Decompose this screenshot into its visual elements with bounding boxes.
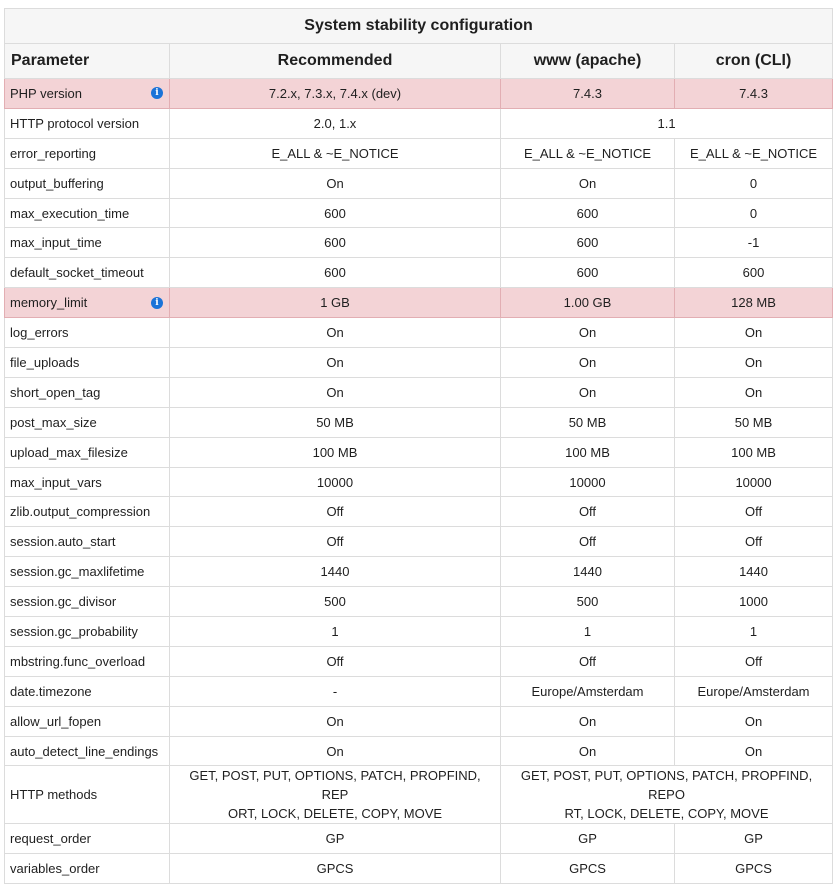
cron-cli-value: 50 MB [675,407,833,437]
cron-cli-value: 100 MB [675,437,833,467]
parameter-cell [5,766,170,824]
table-title: System stability configuration [5,9,833,44]
table-row [5,288,833,318]
parameter-name: error_reporting [10,145,96,161]
www-apache-value: On [501,318,675,348]
www-cron-value: 1.1 [501,108,833,138]
www-apache-value: On [501,377,675,407]
parameter-name: variables_order [10,861,100,877]
table-row [5,467,833,497]
recommended-value: 1 [170,617,501,647]
parameter-cell [5,617,170,647]
table-row [5,168,833,198]
parameter-name: allow_url_fopen [10,713,102,729]
cron-cli-value: 0 [675,168,833,198]
table-row [5,617,833,647]
www-apache-value: 7.4.3 [501,79,675,109]
parameter-cell [5,377,170,407]
cron-cli-value: GPCS [675,854,833,884]
table-row [5,527,833,557]
cron-cli-value: Europe/Amsterdam [675,676,833,706]
table-row [5,258,833,288]
recommended-value: On [170,706,501,736]
recommended-value: 600 [170,258,501,288]
table-row [5,79,833,109]
cron-cli-value: On [675,348,833,378]
cron-cli-value: 10000 [675,467,833,497]
recommended-value: 600 [170,228,501,258]
www-apache-value: 10000 [501,467,675,497]
recommended-value: 10000 [170,467,501,497]
cron-cli-value: E_ALL & ~E_NOTICE [675,138,833,168]
parameter-name: default_socket_timeout [10,265,144,281]
parameter-name: session.auto_start [10,534,116,550]
table-row [5,676,833,706]
table-row [5,138,833,168]
table-row [5,587,833,617]
parameter-cell [5,527,170,557]
parameter-cell [5,587,170,617]
parameter-cell [5,407,170,437]
recommended-value: 1440 [170,557,501,587]
cron-cli-value: 1000 [675,587,833,617]
cron-cli-value: On [675,377,833,407]
recommended-value: 1 GB [170,288,501,318]
parameter-cell [5,168,170,198]
cron-cli-value: 600 [675,258,833,288]
parameter-name: output_buffering [10,175,104,191]
parameter-cell [5,198,170,228]
cron-cli-value: Off [675,527,833,557]
recommended-value: On [170,168,501,198]
recommended-value: On [170,736,501,766]
column-header-parameter: Parameter [5,44,170,79]
parameter-cell [5,138,170,168]
table-row [5,736,833,766]
www-apache-value: 100 MB [501,437,675,467]
www-apache-value: 50 MB [501,407,675,437]
parameter-name: zlib.output_compression [10,504,151,520]
cron-cli-value: 128 MB [675,288,833,318]
recommended-value: 600 [170,198,501,228]
parameter-name: short_open_tag [10,384,101,400]
parameter-cell [5,646,170,676]
table-row [5,198,833,228]
cron-cli-value: -1 [675,228,833,258]
parameter-name: log_errors [10,325,69,341]
parameter-name: session.gc_divisor [10,594,117,610]
www-apache-value: GPCS [501,854,675,884]
recommended-value: GP [170,824,501,854]
cron-cli-value: 1440 [675,557,833,587]
parameter-name: max_input_vars [10,474,102,490]
www-cron-value-line: RT, LOCK, DELETE, COPY, MOVE [564,806,769,822]
parameter-name: memory_limit [10,295,88,311]
table-row [5,706,833,736]
recommended-value-line: GET, POST, PUT, OPTIONS, PATCH, PROPFIND, REP [189,768,481,803]
parameter-cell [5,824,170,854]
www-apache-value: GP [501,824,675,854]
table-row [5,377,833,407]
www-apache-value: On [501,736,675,766]
www-apache-value: On [501,706,675,736]
table-row [5,854,833,884]
parameter-name: request_order [10,831,91,847]
parameter-cell [5,348,170,378]
parameter-name: auto_detect_line_endings [10,743,159,759]
www-apache-value: 1 [501,617,675,647]
table-header-row [5,44,833,79]
www-apache-value: Europe/Amsterdam [501,676,675,706]
www-cron-value [501,766,833,824]
table-row [5,407,833,437]
parameter-cell [5,79,170,109]
parameter-cell [5,736,170,766]
cron-cli-value: On [675,318,833,348]
www-apache-value: 1.00 GB [501,288,675,318]
parameter-cell [5,228,170,258]
parameter-cell [5,706,170,736]
info-icon[interactable]: i [151,297,163,309]
cron-cli-value: On [675,736,833,766]
column-header-www-apache: www (apache) [501,44,675,79]
www-apache-value: 600 [501,198,675,228]
system-stability-table [4,8,833,884]
www-apache-value: Off [501,527,675,557]
recommended-value: E_ALL & ~E_NOTICE [170,138,501,168]
recommended-value [170,766,501,824]
parameter-name: session.gc_probability [10,623,138,639]
recommended-value: GPCS [170,854,501,884]
www-apache-value: Off [501,497,675,527]
parameter-cell [5,557,170,587]
recommended-value: - [170,676,501,706]
parameter-name: PHP version [10,85,83,101]
table-row [5,557,833,587]
parameter-name: max_execution_time [10,205,130,221]
recommended-value: 50 MB [170,407,501,437]
recommended-value: 100 MB [170,437,501,467]
parameter-name: session.gc_maxlifetime [10,564,145,580]
table-row [5,348,833,378]
parameter-cell [5,854,170,884]
parameter-cell [5,288,170,318]
www-apache-value: 500 [501,587,675,617]
parameter-cell [5,676,170,706]
recommended-value: On [170,377,501,407]
table-row [5,824,833,854]
recommended-value: Off [170,527,501,557]
www-apache-value: On [501,348,675,378]
parameter-cell [5,437,170,467]
table-body [5,79,833,884]
www-apache-value: 1440 [501,557,675,587]
parameter-name: date.timezone [10,683,92,699]
table-row [5,497,833,527]
parameter-cell [5,467,170,497]
www-apache-value: On [501,168,675,198]
cron-cli-value: Off [675,497,833,527]
recommended-value: 500 [170,587,501,617]
parameter-cell [5,108,170,138]
parameter-name: post_max_size [10,414,97,430]
parameter-name: HTTP methods [10,787,98,803]
table-row [5,766,833,824]
recommended-value: 2.0, 1.x [170,108,501,138]
recommended-value-line: ORT, LOCK, DELETE, COPY, MOVE [227,806,443,822]
parameter-cell [5,258,170,288]
cron-cli-value: On [675,706,833,736]
www-apache-value: 600 [501,258,675,288]
column-header-cron-cli: cron (CLI) [675,44,833,79]
parameter-name: file_uploads [10,354,80,370]
table-row [5,108,833,138]
table-row [5,318,833,348]
table-row [5,228,833,258]
cron-cli-value: Off [675,646,833,676]
recommended-value: 7.2.x, 7.3.x, 7.4.x (dev) [170,79,501,109]
parameter-cell [5,318,170,348]
cron-cli-value: 7.4.3 [675,79,833,109]
table-title-row [5,9,833,44]
parameter-name: max_input_time [10,235,102,251]
table-row [5,437,833,467]
cron-cli-value: GP [675,824,833,854]
parameter-name: upload_max_filesize [10,444,128,460]
parameter-cell [5,497,170,527]
info-icon[interactable]: i [151,87,163,99]
cron-cli-value: 0 [675,198,833,228]
www-apache-value: E_ALL & ~E_NOTICE [501,138,675,168]
cron-cli-value: 1 [675,617,833,647]
www-cron-value-line: GET, POST, PUT, OPTIONS, PATCH, PROPFIND, REPO [520,768,813,803]
column-header-recommended: Recommended [170,44,501,79]
www-apache-value: 600 [501,228,675,258]
recommended-value: Off [170,646,501,676]
table-row [5,646,833,676]
recommended-value: On [170,348,501,378]
recommended-value: On [170,318,501,348]
parameter-name: HTTP protocol version [10,115,140,131]
recommended-value: Off [170,497,501,527]
www-apache-value: Off [501,646,675,676]
parameter-name: mbstring.func_overload [10,653,146,669]
